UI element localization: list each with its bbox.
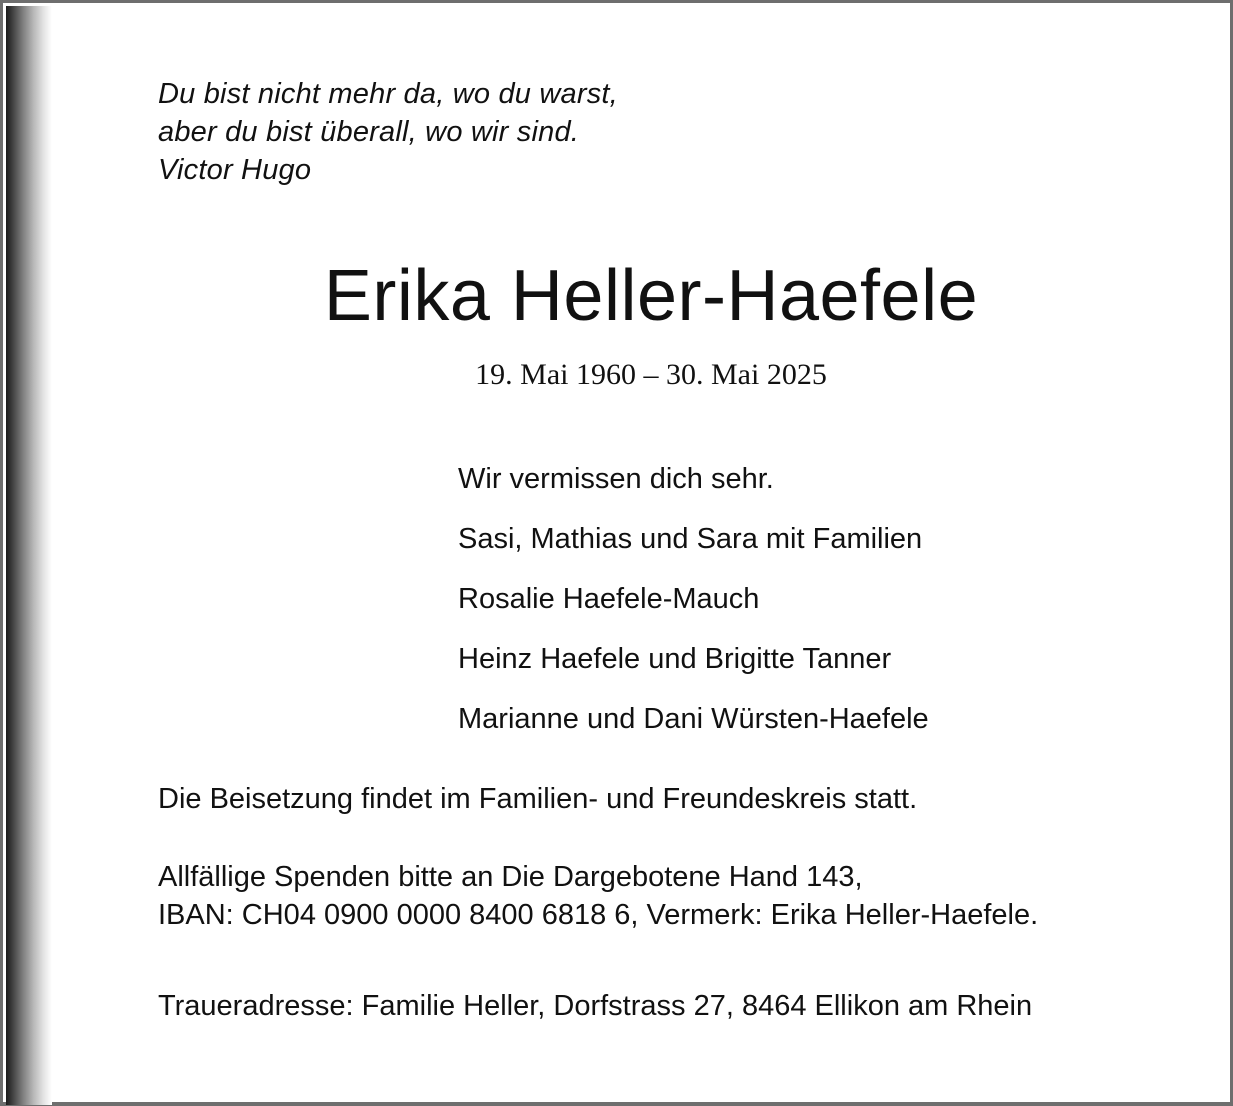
quote-line-1: Du bist nicht mehr da, wo du warst, — [158, 78, 618, 110]
mourning-address: Traueradresse: Familie Heller, Dorfstrass 27, 8464 Ellikon am Rhein — [158, 990, 1033, 1022]
quote-author: Victor Hugo — [158, 154, 312, 186]
life-dates: 19. Mai 1960 – 30. Mai 2025 — [475, 358, 827, 391]
mourner-line: Heinz Haefele und Brigitte Tanner — [458, 643, 892, 675]
mourner-line: Rosalie Haefele-Mauch — [458, 583, 760, 615]
deceased-name: Erika Heller-Haefele — [323, 256, 979, 336]
page-spine-shadow — [6, 6, 52, 1105]
farewell-line: Wir vermissen dich sehr. — [458, 463, 774, 495]
memorial-quote — [158, 75, 618, 189]
donation-line-2: IBAN: CH04 0900 0000 8400 6818 6, Vermerk: Erika Heller-Haefele. — [158, 899, 1039, 931]
donation-line-1: Allfällige Spenden bitte an Die Dargebotene Hand 143, — [158, 861, 863, 893]
mourner-line: Marianne und Dani Würsten-Haefele — [458, 703, 929, 735]
mourner-line: Sasi, Mathias und Sara mit Familien — [458, 523, 923, 555]
donation-info — [158, 858, 1038, 934]
mourners-list — [458, 449, 929, 749]
burial-note: Die Beisetzung findet im Familien- und Freundeskreis statt. — [158, 783, 918, 815]
quote-line-2: aber du bist überall, wo wir sind. — [158, 116, 580, 148]
